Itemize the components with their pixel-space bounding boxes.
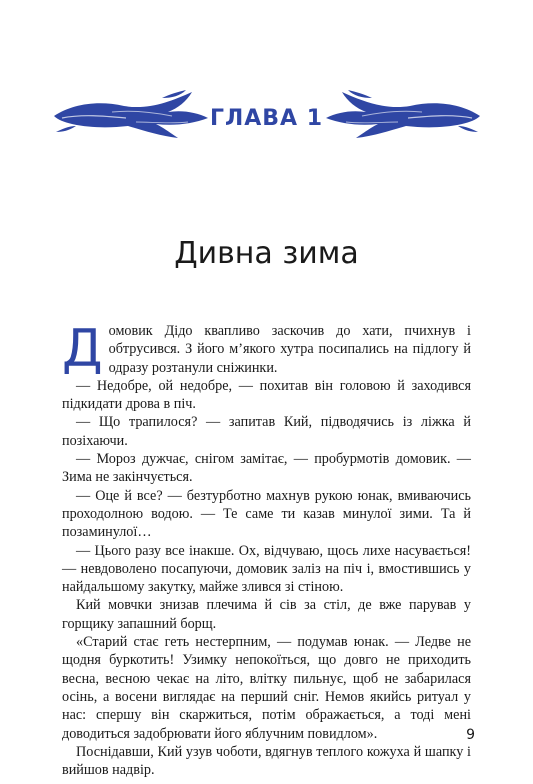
chapter-label: ГЛАВА 1 <box>209 106 324 131</box>
page-number: 9 <box>466 727 475 743</box>
paragraph-3: — Що трапилося? — запитав Кий, підводячись із ліжка й позіхаючи. <box>62 414 471 449</box>
drop-cap: Д <box>62 319 103 379</box>
paragraph-text: омовик Дідо квапливо заскочив до хати, пчихнув і обтрусився. З його м’якого хутра посипались на підлогу й одразу розтанули сніжинки. <box>108 323 471 376</box>
paragraph-4: — Мороз дужчає, снігом замітає, — пробурмотів домовик. — Зима не закінчується. <box>62 451 471 486</box>
chapter-body <box>62 319 471 779</box>
chapter-header <box>0 88 533 158</box>
paragraph-7: Кий мовчки знизав плечима й сів за стіл, де вже парував у горщику запашний борщ. <box>62 597 471 632</box>
paragraph-2: — Недобре, ой недобре, — похитав він головою й заходився підкидати дрова в піч. <box>62 377 471 413</box>
paragraph-9: Поснідавши, Кий узув чоботи, вдягнув теплого кожуха й шапку і вийшов надвір. <box>62 743 471 779</box>
paragraph-6: — Цього разу все інакше. Ох, відчуваю, щось лихе насувається! — невдоволено посапуючи, домовик заліз на піч і, вмостившись у найдальшому закутку, майже злився зі стіною. <box>62 542 471 596</box>
paragraph-1 <box>62 319 471 379</box>
chapter-title: Дивна зима <box>174 236 359 271</box>
paragraph-5: — Оце й все? — безтурботно махнув рукою юнак, вмиваючись проходолною водою. — Те саме ти казав минулої зими. Та й позаминулої… <box>62 487 471 541</box>
brushstroke-ornament-right <box>324 88 482 140</box>
paragraph-8: «Старий стає геть нестерпним, — подумав юнак. — Ледве не щодня буркотить! Узимку непокоїться, що довго не приходить весна, весною чекає на літо, влітку пильнує, щоб не забарилася осінь, а восени виглядає на перший сніг. Немов якийсь ритуал у нас: спершу він скаржиться, потім ображається, а тоді мені доводиться задобрювати його яблучним повидлом». <box>62 634 471 742</box>
